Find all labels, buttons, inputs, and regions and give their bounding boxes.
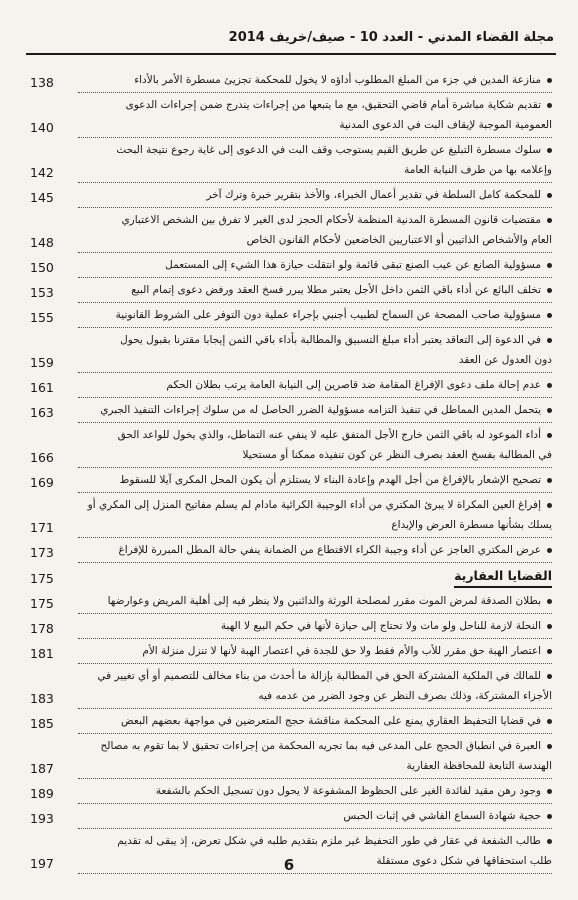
toc-entry [30,779,552,804]
bullet-icon [547,313,552,318]
toc-entry-text [78,425,552,465]
toc-entry [30,93,552,138]
toc-entry-text [78,375,552,395]
toc-entry-title-continued: دون العدول عن العقد [458,354,552,366]
toc-entry [30,68,552,93]
toc-page-number: 153 [30,285,54,300]
toc-entry-title-continued: طلب استحقاقها في شكل دعوى مستقلة [376,855,552,867]
toc-page-number: 138 [30,75,54,90]
toc-entry [30,614,552,639]
bullet-icon [547,624,552,629]
toc-entry [30,328,552,373]
bullet-icon [547,103,552,108]
bullet-icon [547,599,552,604]
toc-entry-text [78,185,552,205]
bullet-icon [547,719,552,724]
toc-entry-text [78,400,552,420]
toc-entry-text [78,95,552,135]
bullet-icon [547,263,552,268]
bullet-icon [547,288,552,293]
toc-entry-text [78,781,552,801]
toc-entry-title: طالب الشفعة في عقار في طور التحفيظ غير ملزم بتقديم طلبه في شكل تعرض، إذ يبقى له تقديم [117,835,541,847]
toc-entry-title-continued: في المطالبة بفسخ العقد بصرف النظر عن كون تنفيذه ممكنا أو مستحيلا [242,449,552,461]
bullet-icon [547,148,552,153]
toc-entry-title: تقديم شكاية مباشرة أمام قاضي التحقيق، مع ما يتبعها من إجراءات يندرج ضمن إجراءات الدعوى [125,99,541,111]
toc-entry-title: أداء الموعود له باقي الثمن خارج الأجل المتفق عليه لا ينفي عنه التماطل، والذي يخول للواعد الحق [117,429,541,441]
bullet-icon [547,193,552,198]
toc-entry [30,804,552,829]
toc-page-number: 185 [30,716,54,731]
toc-entry-title-continued: العمومية الموجبة لإيقاف البت في الدعوى المدنية [339,119,552,131]
toc-page-number: 150 [30,260,54,275]
bullet-icon [547,433,552,438]
toc-entry-title: حجية شهادة السماع الفاشي في إثبات الحبس [343,810,541,822]
toc-page-number: 175 [30,596,54,611]
header-divider [26,53,556,55]
journal-title: مجلة القضاء المدني [427,30,554,45]
toc-entry-text [78,495,552,535]
toc-entry-title: في قضايا التحفيظ العقاري يمنع على المحكمة مناقشة حجج المتعرضين في مواجهة بعضهم البعض [121,715,541,727]
toc-entry-title: للمالك في الملكية المشتركة الحق في المطالبة بإزالة ما أحدث من بناء مخالف للتصميم أو أي تغيير في [97,670,541,682]
page-header [28,30,554,52]
bullet-icon [547,338,552,343]
toc-entry-title: للمحكمة كامل السلطة في تقدير أعمال الخبراء، والأخذ بتقرير خبرة وترك آخر [206,189,541,201]
toc-entry [30,303,552,328]
toc-entry-title: تصحيح الإشعار بالإفراغ من أجل الهدم وإعادة البناء لا يستلزم أن يكون المحل المكرى آيلا للسقوط [119,474,541,486]
section-title: القضايا العقارية [454,567,552,588]
toc-entry [30,664,552,709]
toc-entry-text [78,806,552,826]
toc-page-number: 197 [30,856,54,871]
toc-entry-title-continued: الأجزاء المشتركة، وذلك بصرف النظر عن وجود الضرر من عدمه فيه [258,690,552,702]
bullet-icon [547,503,552,508]
bullet-icon [547,548,552,553]
section-page-number: 175 [30,571,54,586]
toc-page-number: 148 [30,235,54,250]
bullet-icon [547,478,552,483]
toc-entry [30,709,552,734]
toc-page-number: 145 [30,190,54,205]
toc-entry-title: مسؤولية الصانع عن عيب الصنع تبقى قائمة ولو انتقلت حيازة هذا الشيء إلى المستعمل [165,259,541,271]
toc-entry [30,398,552,423]
toc-entry [30,253,552,278]
toc-page-number: 166 [30,450,54,465]
bullet-icon [547,408,552,413]
bullet-icon [547,78,552,83]
toc-entry [30,468,552,493]
toc-entry [30,423,552,468]
toc-entry [30,734,552,779]
toc-page-number: 140 [30,120,54,135]
bullet-icon [547,674,552,679]
toc-entry-title: وجود رهن مقيد لفائدة الغير على الحظوظ المشفوعة لا يحول دون تسجيل الحكم بالشفعة [155,785,541,797]
toc-entry-title: عرض المكتري العاجز عن أداء وجيبة الكراء الاقتطاع من الضمانة ينفي حالة المطل المبررة للإفراغ [118,544,541,556]
bullet-icon [547,839,552,844]
toc-page-number: 173 [30,545,54,560]
table-of-contents [30,68,552,874]
toc-entry-title: منازعة المدين في جزء من المبلغ المطلوب أداؤه لا يخول للمحكمة تجزيئ مسطرة الأمر بالأداء [134,74,541,86]
toc-entry-text [78,330,552,370]
toc-entry-title-continued: يسلك بشأنها مسطرة العرض والإيداع [391,519,552,531]
toc-entry-text [78,591,552,611]
toc-entry [30,639,552,664]
toc-entry-title: مقتضيات قانون المسطرة المدنية المنظمة لأحكام الحجز لدى الغير لا تفرق بين الشخص الاعتباري [121,214,541,226]
toc-page-number: 169 [30,475,54,490]
toc-page-number: 187 [30,761,54,776]
toc-entry-title: بطلان الصدقة لمرض الموت مقرر لمصلحة الورثة والدائنين ولا ينظر فيه إلى أهلية المريض وعوارضها [107,595,541,607]
toc-entry-title: إفراغ العين المكراة لا يبرئ المكتري من أداء الوجيبة الكرائية مادام لم يسلم مفاتيح المنزل إلى المكري أو [87,499,541,511]
page-number: 6 [283,856,295,874]
toc-entry-title: عدم إحالة ملف دعوى الإفراغ المقامة ضد قاصرين إلى النيابة العامة يرتب بطلان الحكم [166,379,541,391]
toc-entry [30,138,552,183]
toc-entry-text [78,711,552,731]
toc-entry-title: العبرة في انطباق الحجج على المدعى فيه بما تجريه المحكمة من إجراءات تحقيق لا بما تقوم به مصالح [100,740,541,752]
toc-page-number: 142 [30,165,54,180]
toc-entry-text [78,305,552,325]
toc-page-number: 171 [30,520,54,535]
toc-entry-text [78,140,552,180]
toc-entry-title-continued: العام والأشخاص الذاتيين أو الاعتباريين الخاضعين لأحكام القانون الخاص [246,234,552,246]
toc-entry [30,278,552,303]
toc-entry-title: سلوك مسطرة التبليغ عن طريق القيم يستوجب وقف البت في الدعوى إلى غاية رجوع نتيجة البحث [116,144,541,156]
toc-entry-title-continued: الهندسة التابعة للمحافظة العقارية [406,760,552,772]
bullet-icon [547,744,552,749]
toc-entry-text [78,540,552,560]
toc-page-number: 193 [30,811,54,826]
toc-page-number: 159 [30,355,54,370]
toc-entry-text [78,641,552,661]
toc-entry-text [78,210,552,250]
bullet-icon [547,649,552,654]
issue-info: - العدد 10 - صيف/خريف 2014 [228,30,428,45]
toc-page-number: 163 [30,405,54,420]
toc-page-number: 181 [30,646,54,661]
toc-page-number: 189 [30,786,54,801]
toc-entry-title: يتحمل المدين المماطل في تنفيذ التزامه مسؤولية الضرر الحاصل له من سلوك إجراءات التنفيذ الجبري [100,404,541,416]
bullet-icon [547,814,552,819]
toc-page-number: 178 [30,621,54,636]
toc-entry-text [78,255,552,275]
toc-entry-text [78,470,552,490]
toc-entry [30,183,552,208]
toc-entry [30,373,552,398]
toc-entry-title: اعتصار الهبة حق مقرر للأب والأم فقط ولا حق للجدة في اعتصار الهبة لأنها لا تنزل منزلة الأم [142,645,541,657]
toc-entry-text [78,280,552,300]
toc-entry-title: مسؤولية صاحب المصحة عن السماح لطبيب أجنبي بإجراء عملية دون التوفر على الشروط القانونية [115,309,541,321]
toc-page-number: 155 [30,310,54,325]
toc-entry-text [78,70,552,90]
toc-page-number: 161 [30,380,54,395]
toc-page-number: 183 [30,691,54,706]
toc-entry-title: تخلف البائع عن أداء باقي الثمن داخل الأجل يعتبر مطلا يبرر فسخ العقد ورفض دعوى إتمام البيع [131,284,541,296]
toc-entry-title-continued: وإعلامه بها من طرف النيابة العامة [404,164,552,176]
toc-entry-text [78,736,552,776]
bullet-icon [547,789,552,794]
toc-entry [30,538,552,563]
bullet-icon [547,383,552,388]
toc-entry [30,208,552,253]
toc-entry-text [78,666,552,706]
toc-entry-title: النحلة لازمة للناحل ولو مات ولا تحتاج إلى حيازة لأنها في حكم البيع لا الهبة [220,620,541,632]
toc-entry [30,493,552,538]
bullet-icon [547,218,552,223]
toc-entry-text [78,616,552,636]
toc-entry [30,589,552,614]
section-heading-row [30,563,552,589]
toc-entry-title: في الدعوة إلى التعاقد يعتبر أداء مبلغ التسبيق والمطالبة بأداء باقي الثمن إيجابا مقترنا بقبول يحول [120,334,541,346]
